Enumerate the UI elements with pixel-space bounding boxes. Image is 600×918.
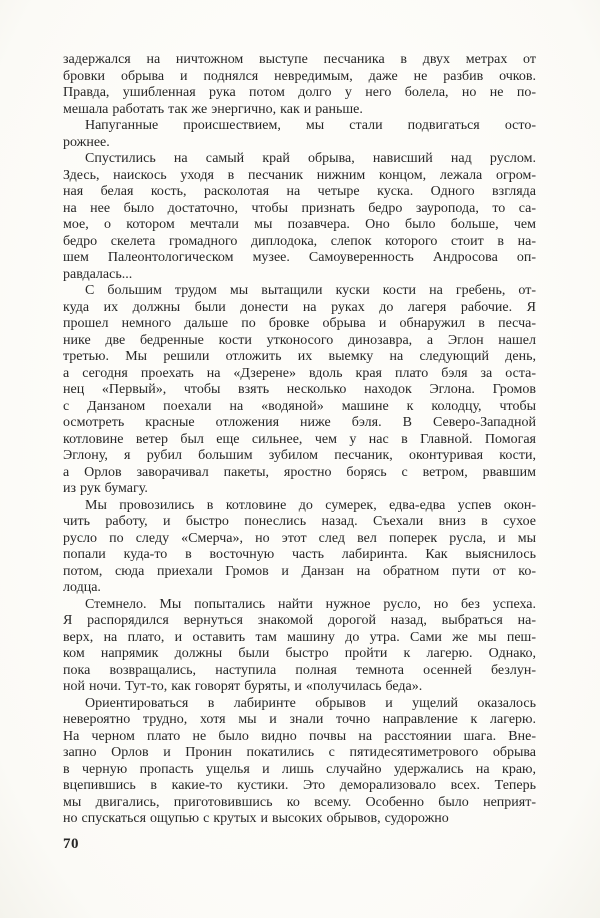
text-line: третью. Мы решили отложить их выемку на следующий день, — [63, 349, 536, 364]
text-line: Правда, ушибленная рука потом долго у него болела, но не по- — [63, 85, 536, 100]
text-line: пока возвращались, наступила полная темнота осенней безлун- — [63, 662, 536, 678]
text-line: русло по следу «Смерча», но этот след вел поперек русла, и мы — [63, 530, 536, 546]
text-line: Я распорядился вернуться знакомой дорогой назад, выбраться на- — [63, 613, 536, 628]
text-line: нец «Первый», чтобы взять несколько находок Эглона. Громов — [63, 382, 536, 397]
paragraph — [63, 52, 536, 118]
text-line: равдалась... — [63, 266, 133, 282]
text-line: ком напрямик должны были быстро пройти к лагерю. Однако, — [63, 646, 536, 661]
text-line: На черном плато не было видно почвы на расстоянии шага. Вне- — [63, 728, 536, 744]
text-line: шем Палеонтологическом музее. Самоуверенность Андросова оп- — [63, 250, 536, 265]
text-line: куда их должны были донести на руках до лагеря рабочие. Я — [63, 299, 536, 315]
page-number: 70 — [63, 836, 79, 852]
text-line: мешала работать так же энергично, как и раньше. — [63, 101, 363, 117]
text-line: а сегодня проехать на «Дзерене» вдоль края плато бэля за оста- — [63, 365, 536, 381]
text-line: задержался на ничтожном выступе песчаника в двух метрах от — [63, 52, 536, 67]
text-line: Ориентироваться в лабиринте обрывов и ущелий оказалось — [85, 695, 536, 711]
text-line: в черную пропасть ущелья и лишь случайно удержались на краю, — [63, 761, 536, 777]
text-line: но спускаться ощупью с крутых и высоких обрывов, судорожно — [63, 811, 449, 826]
text-line: Напуганные происшествием, мы стали подвигаться осто- — [85, 118, 536, 133]
text-line: рожнее. — [63, 134, 110, 150]
text-line: Спустились на самый край обрыва, нависший над руслом. — [85, 151, 536, 166]
text-line: чить работу, и быстро понеслись назад. Съехали вниз в сухое — [63, 514, 536, 529]
text-line: вцепившись в какие-то кустики. Это деморализовало всех. Теперь — [63, 778, 536, 793]
text-line: а Орлов заворачивал пакеты, яростно борясь с ветром, рвавшим — [63, 464, 536, 480]
text-line: бровки обрыва и поднялся невредимым, даже не разбив очков. — [63, 68, 536, 84]
text-line: невероятно трудно, хотя мы и знали точно направление к лагерю. — [63, 712, 536, 727]
text-line: котловине ветер был еще сильнее, чем у нас в Главной. Помогая — [63, 431, 536, 447]
paragraph — [63, 498, 536, 597]
text-line: запно Орлов и Пронин покатились с пятидесятиметрового обрыва — [63, 745, 536, 760]
text-line: бедро скелета громадного диплодока, слепок которого стоит в на- — [63, 233, 536, 249]
text-line: Эглону, я рубил большим зубилом песчаник, оконтуривая кости, — [63, 448, 536, 463]
text-line: из рук бумагу. — [63, 481, 148, 496]
paragraph — [63, 696, 536, 828]
text-line: попали куда-то в восточную часть лабиринта. Как выяснилось — [63, 547, 536, 562]
page-text — [63, 52, 536, 828]
text-line: мое, о котором мечтали мы позавчера. Оно было больше, чем — [63, 217, 536, 232]
text-line: осмотреть красные отложения ниже бэля. В Северо-Западной — [63, 415, 536, 430]
paragraph — [63, 118, 536, 151]
text-line: ной ночи. Тут-то, как говорят буряты, и «получилась беда». — [63, 679, 423, 694]
text-line: Мы провозились в котловине до сумерек, едва-едва успев окон- — [85, 497, 536, 513]
text-line: с Данзаном поехали на «водяной» машине к колодцу, чтобы — [63, 398, 536, 414]
paragraph — [63, 283, 536, 498]
text-line: ная белая кость, расколотая на четыре куска. Одного взгляда — [63, 184, 536, 199]
text-line: верх, на плато, и оставить там машину до утра. Сами же мы пеш- — [63, 629, 536, 645]
paragraph — [63, 597, 536, 696]
text-line: С большим трудом мы вытащили куски кости на гребень, от- — [85, 283, 536, 298]
text-line: прошел немного дальше по бровке обрыва и обнаружил в песча- — [63, 316, 536, 331]
text-line: на нее было достаточно, чтобы признать бедро зауропода, то са- — [63, 200, 536, 216]
text-line: нике две бедренные кости утконосого динозавра, а Эглон нашел — [63, 332, 536, 348]
text-line: мы двигались, приготовившись ко всему. Особенно было неприят- — [63, 794, 536, 810]
text-line: Стемнело. Мы попытались найти нужное русло, но без успеха. — [85, 596, 536, 612]
text-line: лодца. — [63, 580, 101, 595]
text-line: Здесь, наискось уходя в песчаник нижним концом, лежала огром- — [63, 167, 536, 183]
paragraph — [63, 151, 536, 283]
text-line: потом, сюда приехали Громов и Данзан на обратном пути от ко- — [63, 563, 536, 579]
